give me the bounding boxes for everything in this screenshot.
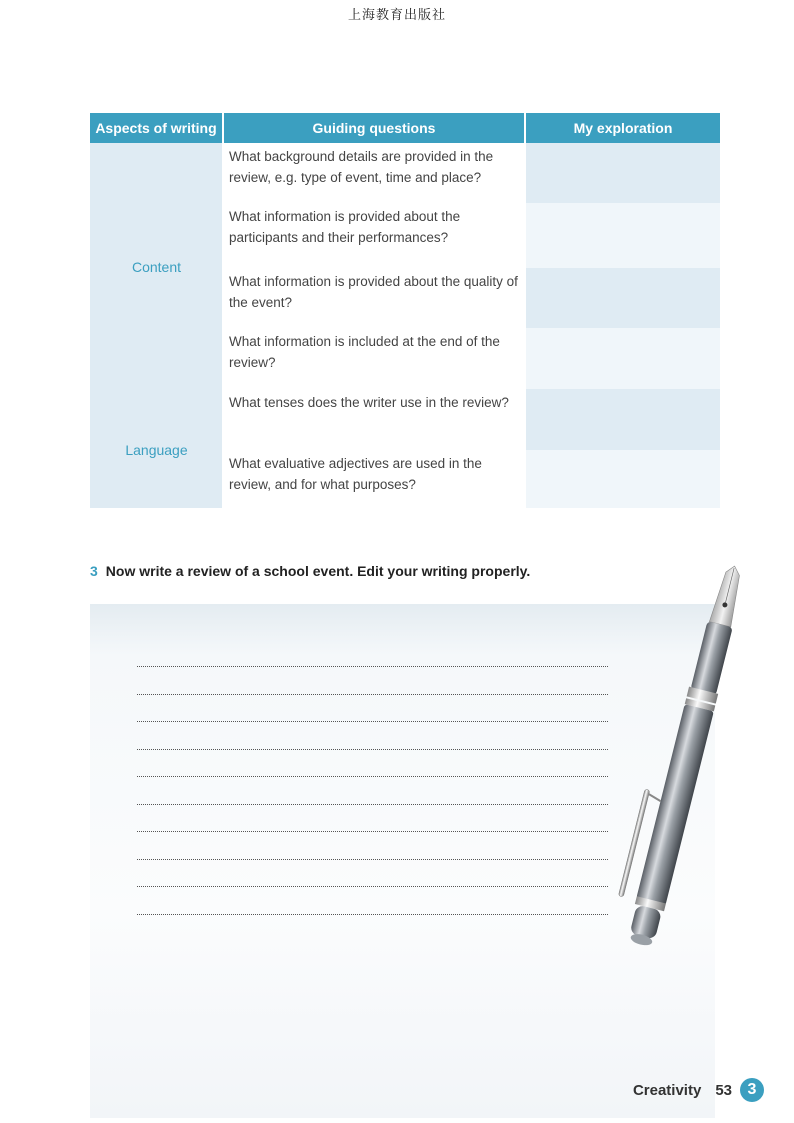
exploration-cell[interactable] xyxy=(526,143,720,203)
writing-line[interactable] xyxy=(137,721,608,749)
guiding-question: What information is included at the end of the review? xyxy=(224,328,526,389)
guiding-question: What evaluative adjectives are used in the review, and for what purposes? xyxy=(224,450,526,508)
writing-line[interactable] xyxy=(137,914,608,942)
table-row xyxy=(90,143,720,203)
aspect-language: Language xyxy=(90,389,224,508)
page-number: 53 xyxy=(715,1081,732,1099)
writing-line[interactable] xyxy=(137,776,608,804)
exploration-cell[interactable] xyxy=(526,268,720,328)
guiding-question: What information is provided about the participants and their performances? xyxy=(224,203,526,268)
header-guiding-questions: Guiding questions xyxy=(224,113,526,143)
exploration-cell[interactable] xyxy=(526,389,720,450)
writing-line[interactable] xyxy=(137,886,608,914)
exploration-cell[interactable] xyxy=(526,450,720,508)
fountain-pen-icon xyxy=(610,560,760,970)
task-instruction xyxy=(90,563,530,579)
writing-line[interactable] xyxy=(137,831,608,859)
guiding-question: What background details are provided in the review, e.g. type of event, time and place? xyxy=(224,143,526,203)
table-row xyxy=(90,389,720,450)
header-my-exploration: My exploration xyxy=(526,113,720,143)
writing-aspects-table xyxy=(90,113,720,508)
exploration-cell[interactable] xyxy=(526,203,720,268)
header-aspects: Aspects of writing xyxy=(90,113,224,143)
aspect-content: Content xyxy=(90,143,224,389)
unit-title: Creativity xyxy=(632,1081,702,1099)
unit-number-badge: 3 xyxy=(740,1078,764,1102)
task-number: 3 xyxy=(90,563,98,579)
writing-lines[interactable] xyxy=(137,666,608,941)
task-text: Now write a review of a school event. Edit your writing properly. xyxy=(105,563,531,579)
exploration-cell[interactable] xyxy=(526,328,720,389)
publisher-name: 上海教育出版社 xyxy=(347,8,446,23)
page-footer xyxy=(633,1078,764,1102)
guiding-question: What information is provided about the quality of the event? xyxy=(224,268,526,328)
writing-line[interactable] xyxy=(137,804,608,832)
writing-line[interactable] xyxy=(137,859,608,887)
guiding-question: What tenses does the writer use in the review? xyxy=(224,389,526,450)
writing-line[interactable] xyxy=(137,749,608,777)
writing-line[interactable] xyxy=(137,694,608,722)
table-header-row xyxy=(90,113,720,143)
writing-line[interactable] xyxy=(137,666,608,694)
